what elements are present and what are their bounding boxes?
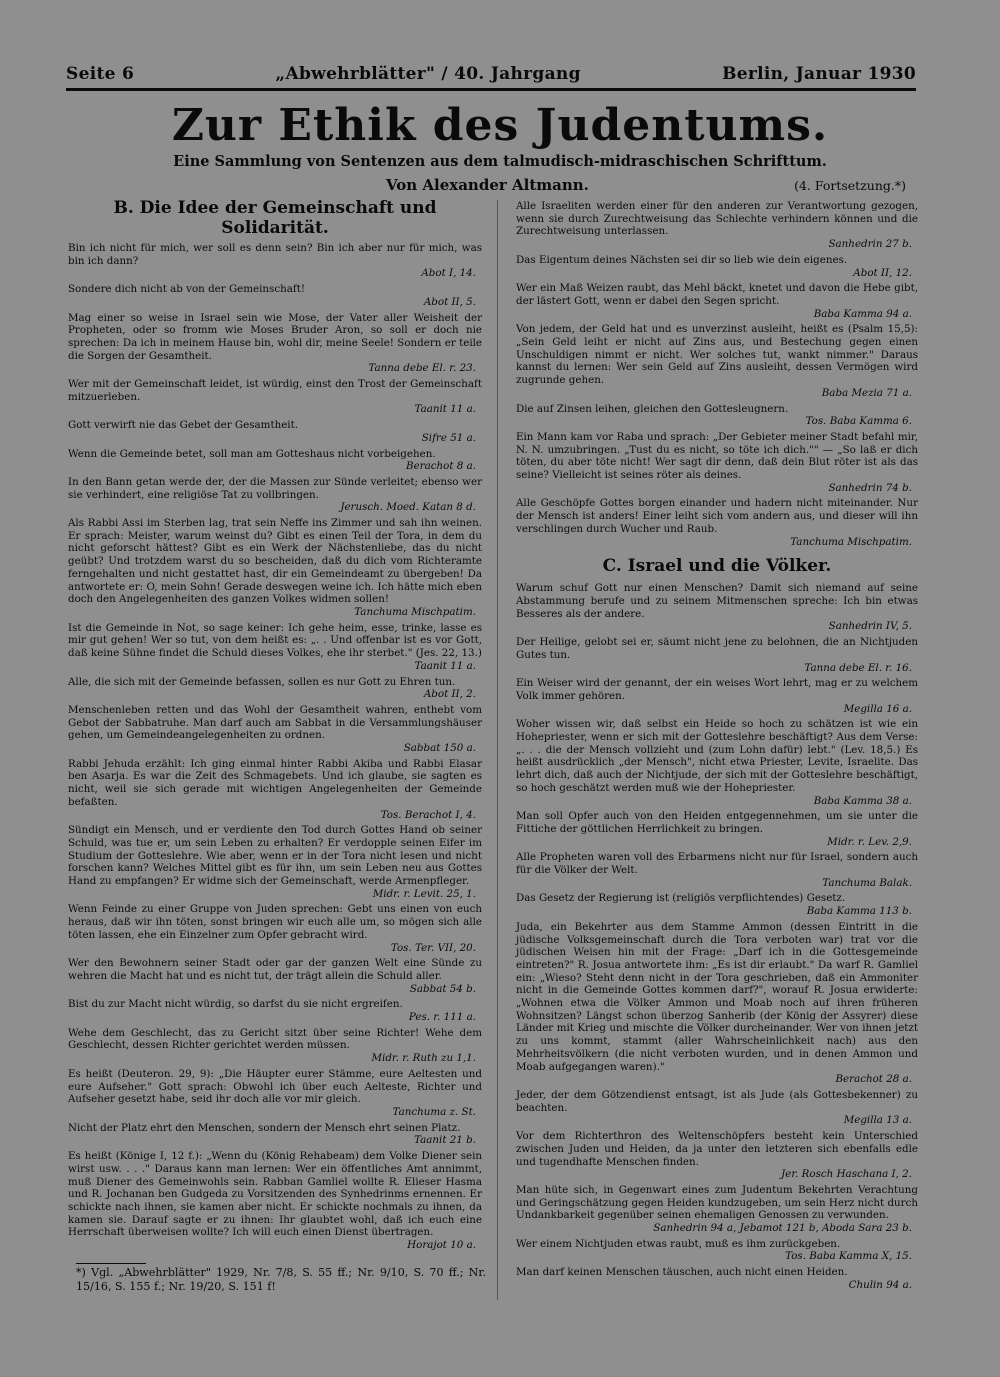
sentence-entry	[68, 378, 482, 416]
sentence-entry	[516, 323, 918, 399]
sentence-entry	[68, 998, 482, 1023]
entry-source: Midr. r. Lev. 2,9.	[827, 835, 912, 848]
entry-source: Taanit 11 a.	[414, 403, 476, 416]
entry-source: Sifre 51 a.	[421, 431, 476, 444]
continuation-note: (4. Fortsetzung.*)	[794, 178, 906, 193]
entry-source: Midr. r. Ruth zu 1,1.	[371, 1052, 476, 1065]
entry-text: Ein Weiser wird der genannt, der ein weises Wort lehrt, mag er zu welchem Volk immer gehören.	[516, 677, 918, 702]
sentence-entry	[516, 1266, 918, 1291]
sentence-entry	[68, 476, 482, 514]
entry-text: Nicht der Platz ehrt den Menschen, sondern der Mensch ehrt seinen Platz.	[68, 1121, 461, 1134]
entry-source: Berachot 28 a.	[835, 1073, 912, 1086]
right-column	[516, 200, 918, 1295]
entry-source: Tanchuma Mischpatim.	[354, 605, 476, 618]
sentence-entry	[516, 892, 918, 917]
sentence-entry	[516, 1238, 918, 1263]
entry-text: Wer mit der Gemeinschaft leidet, ist würdig, einst den Trost der Gemeinschaft mitzuerleben.	[68, 378, 482, 403]
entry-source: Tos. Baba Kamma 6.	[805, 415, 912, 428]
entry-source: Sabbat 150 a.	[403, 742, 476, 755]
entry-text: Juda, ein Bekehrter aus dem Stamme Ammon (dessen Eintritt in die jüdische Volksgemeinschaft durch die Tora verboten war) trat vor die jüdischen Weisen hin mit der Frage: „Darf ich in die Gottesgemeinde eintreten?" R. Josua antwortete ihm: „Es ist dir erlaubt." Da warf R. Gamliel ein: „Wieso? Steht denn nicht in der Tora geschrieben, daß ein Ammoniter nicht in die Gemeinde Gottes kommen darf?", worauf R. Josua erwiderte: „Wohnen etwa die Völker Ammon und Moab noch auf ihren früheren Wohnsitzen? Längst schon überzog Sanherib (der König der Assyrer) diese Länder mit Krieg und mischte die Völker durcheinander. Wer von ihnen jetzt zu uns kommt, stammt (aller Wahrscheinlichkeit nach) aus den Mehrheitsvölkern (die nicht verboten wurden, und in denen Ammon und Moab aufgegangen waren)."	[516, 920, 918, 1073]
entry-text: Wenn die Gemeinde betet, soll man am Gotteshaus nicht vorbeigehen.	[68, 447, 436, 460]
right-entries-a	[516, 200, 918, 548]
entry-text: Man darf keinen Menschen täuschen, auch nicht einen Heiden.	[516, 1266, 848, 1279]
entry-source: Tos. Berachot I, 4.	[380, 808, 476, 821]
entry-source: Taanit 21 b.	[414, 1134, 476, 1147]
section-heading-b: B. Die Idee der Gemeinschaft und Solidarität.	[113, 198, 437, 238]
entry-text: Vor dem Richterthron des Weltenschöpfers besteht kein Unterschied zwischen Juden und Heiden, da ja unter den letzteren sich ebenfalls edle und tugendhafte Menschen finden.	[516, 1130, 918, 1168]
sentence-entry	[516, 677, 918, 715]
entry-text: Wer den Bewohnern seiner Stadt oder gar der ganzen Welt eine Sünde zu wehren die Macht hat und es nicht tut, der trägt allein die Schuld aller.	[68, 957, 482, 982]
sentence-entry	[516, 282, 918, 320]
entry-source: Tanna debe El. r. 16.	[804, 661, 912, 674]
entry-source: Abot II, 2.	[423, 688, 476, 701]
sentence-entry	[68, 242, 482, 280]
entry-text: In den Bann getan werde der, der die Massen zur Sünde verleitet; ebenso wer sie verhindert, eine religiöse Tat zu vollbringen.	[68, 475, 482, 501]
entry-text: Mag einer so weise in Israel sein wie Mose, der Vater aller Weisheit der Propheten, oder so fromm wie Moses Bruder Aron, so soll er doch nie sprechen: Da ich in meinem Hause bin, wohl dir, meine Seele! Sondern er teile die Sorgen der Gesamtheit.	[68, 311, 482, 362]
entry-source: Abot I, 14.	[421, 267, 476, 280]
entry-source: Tanna debe El. r. 23.	[368, 362, 476, 375]
article-subtitle: Eine Sammlung von Sentenzen aus dem talmudisch-midraschischen Schrifttum.	[173, 153, 827, 170]
entry-text: Als Rabbi Assi im Sterben lag, trat sein Neffe ins Zimmer und sah ihn weinen. Er sprach: Meister, warum weinst du? Gibt es einen Teil der Tora, in dem du nicht geforscht hättest? Gibt es ein Werk der Nächstenliebe, das du nicht geübt? Und trotzdem warst du so bescheiden, daß du dich vom Richteramte ferngehalten und nicht gestattet hast, dir ein Gemeindeamt zu übergeben! Da antwortete er: O, mein Sohn! Gerade deswegen weine ich. Ich hätte mich eben doch den Angelegenheiten des ganzen Volkes widmen sollen!	[68, 517, 482, 606]
sentence-entry	[68, 448, 482, 473]
entry-text: Das Eigentum deines Nächsten sei dir so lieb wie dein eigenes.	[516, 253, 848, 266]
entry-source: Sabbat 54 b.	[409, 982, 476, 995]
sentence-entry	[516, 582, 918, 633]
entry-text: Von jedem, der Geld hat und es unverzinst ausleiht, heißt es (Psalm 15,5): „Sein Geld leiht er nicht auf Zins aus, und Bestechung gegen einen Unschuldigen nimmt er nicht. Wer solches tut, wankt nimmer." Daraus kannst du lernen: Wer sein Geld auf Zins ausleiht, dessen Vermögen wird zugrunde gehen.	[516, 323, 918, 387]
entry-text: Wer ein Maß Weizen raubt, das Mehl bäckt, knetet und davon die Hebe gibt, der lästert Gott, wenn er dabei den Segen spricht.	[516, 282, 918, 307]
entry-text: Wer einem Nichtjuden etwas raubt, muß es ihm zurückgeben.	[516, 1237, 841, 1250]
sentence-entry	[68, 824, 482, 900]
sentence-entry	[68, 312, 482, 376]
sentence-entry	[516, 718, 918, 807]
sentence-entry	[516, 1089, 918, 1127]
sentence-entry	[516, 431, 918, 495]
left-entries	[68, 242, 482, 1252]
left-column	[68, 196, 482, 1255]
entry-text: Woher wissen wir, daß selbst ein Heide so hoch zu schätzen ist wie ein Hohepriester, wenn er sich mit der Gotteslehre beschäftigt? Aus dem Verse: „. . . die der Mensch vollzieht und (zum Lohn dafür) lebt." (Lev. 18,5.) Es heißt ausdrücklich „der Mensch", nicht etwa Priester, Levite, Israelite. Das lehrt dich, daß auch der Nichtjude, der sich mit der Gotteslehre beschäftigt, so hoch geschätzt werden muß wie der Hohepriester.	[516, 718, 918, 794]
entry-text: Bin ich nicht für mich, wer soll es denn sein? Bin ich aber nur für mich, was bin ich dann?	[68, 242, 482, 267]
entry-text: Alle, die sich mit der Gemeinde befassen, sollen es nur Gott zu Ehren tun.	[68, 675, 456, 688]
sentence-entry	[68, 517, 482, 619]
entry-text: Alle Israeliten werden einer für den anderen zur Verantwortung gezogen, wenn sie durch Zurechtweisung das Schlechte verhindern können und die Zurechtweisung unterlassen.	[516, 200, 918, 238]
sentence-entry	[68, 704, 482, 755]
sentence-entry	[68, 1068, 482, 1119]
entry-source: Megilla 16 a.	[843, 702, 912, 715]
sentence-entry	[68, 758, 482, 822]
sentence-entry	[516, 810, 918, 848]
entry-text: Die auf Zinsen leihen, gleichen den Gottesleugnern.	[516, 402, 789, 415]
entry-source: Pes. r. 111 a.	[408, 1011, 476, 1024]
sentence-entry	[516, 636, 918, 674]
entry-source: Tos. Ter. VII, 20.	[390, 941, 476, 954]
entry-source: Berachot 8 a.	[406, 460, 476, 473]
entry-source: Megilla 13 a.	[843, 1114, 912, 1127]
entry-source: Baba Kamma 113 b.	[806, 905, 912, 918]
article-byline: Von Alexander Altmann.	[386, 176, 589, 194]
page-header	[66, 64, 916, 86]
sentence-entry	[516, 200, 918, 251]
sentence-entry	[68, 903, 482, 954]
entry-text: Gott verwirft nie das Gebet der Gesamtheit.	[68, 419, 299, 432]
entry-text: Jeder, der dem Götzendienst entsagt, ist als Jude (als Gottesbekenner) zu beachten.	[516, 1089, 918, 1114]
section-heading-c: C. Israel und die Völker.	[602, 556, 832, 577]
footnote-rule	[76, 1263, 146, 1264]
entry-text: Das Gesetz der Regierung ist (religiös verpflichtendes) Gesetz.	[516, 892, 846, 905]
entry-source: Tanchuma z. St.	[392, 1106, 476, 1118]
entry-text: Man soll Opfer auch von den Heiden entgegennehmen, um sie unter die Fittiche der göttlichen Herrlichkeit zu bringen.	[516, 810, 918, 835]
entry-source: Tanchuma Mischpatim.	[790, 535, 912, 548]
entry-text: Der Heilige, gelobt sei er, säumt nicht jene zu belohnen, die an Nichtjuden Gutes tun.	[516, 636, 918, 661]
entry-text: Es heißt (Deuteron. 29, 9): „Die Häupter eurer Stämme, eure Aeltesten und eure Aufseher." Gott sprach: Obwohl ich über euch Aelteste, Richter und Aufseher gesetzt habe, seid ihr doch alle vor mir gleich.	[68, 1067, 482, 1106]
entry-source: Baba Mezia 71 a.	[821, 386, 912, 399]
sentence-entry	[68, 283, 482, 308]
entry-source: Chulin 94 a.	[848, 1278, 912, 1291]
place-date: Berlin, Januar 1930	[722, 64, 916, 84]
sentence-entry	[68, 1027, 482, 1065]
entry-text: Sündigt ein Mensch, und er verdiente den Tod durch Gottes Hand ob seiner Schuld, was tue er, um sein Leben zu erhalten? Er verdopple seinen Eifer im Studium der Gotteslehre. Wie aber, wenn er in der Tora nicht lesen und nicht forschen kann? Welches Mittel gibt es für ihn, um sein Leben neu aus Gottes Hand zu empfangen? Er widme sich der Gemeinschaft, werde Armenpfleger.	[68, 824, 482, 888]
entry-text: Bist du zur Macht nicht würdig, so darfst du sie nicht ergreifen.	[68, 998, 403, 1011]
sentence-entry	[68, 676, 482, 701]
sentence-entry	[68, 419, 482, 444]
entry-source: Sanhedrin IV, 5.	[828, 620, 912, 633]
entry-source: Midr. r. Levit. 25, 1.	[372, 887, 476, 900]
entry-source: Baba Kamma 94 a.	[813, 307, 912, 320]
entry-source: Baba Kamma 38 a.	[813, 794, 912, 807]
entry-source: Abot II, 5.	[423, 295, 476, 308]
entry-text: Es heißt (Könige I, 12 f.): „Wenn du (König Rehabeam) dem Volke Diener sein wirst usw. . . ." Daraus kann man lernen: Wer ein öffentliches Amt annimmt, muß Diener des Gemeinwohls sein. Rabban Gamliel wollte R. Elieser Hasma und R. Jochanan ben Gudgeda zu Vorsitzenden des Synhedrinms ernennen. Er schickte nach ihnen, sie kamen aber nicht. Er schickte nochmals zu ihnen, da kamen sie. Darauf sagte er zu ihnen: Ihr glaubtet wohl, daß ich euch eine Herrschaft überweisen wollte? Ich will euch einen Dienst übertragen.	[68, 1150, 482, 1239]
sentence-entry	[516, 254, 918, 279]
entry-text: Menschenleben retten und das Wohl der Gesamtheit wahren, enthebt vom Gebot der Sabbatruhe. Man darf auch am Sabbat in die Versammlungshäuser gehen, um Gemeindeangelegenheiten zu ordnen.	[68, 703, 482, 742]
sentence-entry	[516, 497, 918, 548]
entry-source: Taanit 11 a.	[414, 659, 476, 672]
entry-text: Alle Geschöpfe Gottes borgen einander und hadern nicht miteinander. Nur der Mensch ist anders! Einer leiht sich vom andern aus, und dieser will ihn verschlingen durch Wucher und Raub.	[516, 497, 918, 535]
journal-info: „Abwehrblätter" / 40. Jahrgang	[275, 64, 581, 84]
entry-text: Rabbi Jehuda erzählt: Ich ging einmal hinter Rabbi Akiba und Rabbi Elasar ben Asarja. Es war die Zeit des Schmagebets. Und ich glaube, sie sagten es nicht, weil sie sich gerade mit wichtigen Angelegenheiten der Gemeinde befaßten.	[68, 757, 482, 808]
entry-source: Tos. Baba Kamma X, 15.	[785, 1250, 912, 1263]
entry-source: Abot II, 12.	[853, 266, 912, 279]
footnote: *) Vgl. „Abwehrblätter" 1929, Nr. 7/8, S. 55 ff.; Nr. 9/10, S. 70 ff.; Nr. 15/16, S. 155 f.; Nr. 19/20, S. 151 f!	[76, 1266, 486, 1293]
sentence-entry	[516, 1130, 918, 1181]
sentence-entry	[516, 921, 918, 1086]
entry-source: Sanhedrin 94 a, Jebamot 121 b, Aboda Sara 23 b.	[653, 1222, 912, 1235]
header-rule	[66, 88, 916, 91]
right-entries-b	[516, 582, 918, 1291]
entry-source: Jerusch. Moed. Katan 8 d.	[340, 501, 476, 514]
entry-text: Wehe dem Geschlecht, das zu Gericht sitzt über seine Richter! Wehe dem Geschlecht, dessen Richter gerichtet werden müssen.	[68, 1026, 482, 1052]
entry-text: Man hüte sich, in Gegenwart eines zum Judentum Bekehrten Verachtung und Geringschätzung gegen Heiden kundzugeben, um sein Herz nicht durch Undankbarkeit gegenüber seinen ehemaligen Genossen zu verwunden.	[516, 1183, 918, 1222]
article-title: Zur Ethik des Judentums.	[171, 100, 829, 151]
sentence-entry	[516, 403, 918, 428]
sentence-entry	[516, 851, 918, 889]
sentence-entry	[68, 1122, 482, 1147]
entry-source: Sanhedrin 74 b.	[828, 481, 912, 494]
entry-source: Sanhedrin 27 b.	[828, 238, 912, 251]
entry-source: Tanchuma Balak.	[822, 876, 912, 889]
sentence-entry	[516, 1184, 918, 1235]
entry-text: Alle Propheten waren voll des Erbarmens nicht nur für Israel, sondern auch für die Völker der Welt.	[516, 851, 918, 877]
sentence-entry	[68, 622, 482, 673]
entry-source: Jer. Rosch Haschana I, 2.	[781, 1168, 912, 1181]
entry-source: Horajot 10 a.	[407, 1239, 476, 1252]
column-divider	[497, 200, 498, 1300]
sentence-entry	[68, 1150, 482, 1252]
sentence-entry	[68, 957, 482, 995]
entry-text: Wenn Feinde zu einer Gruppe von Juden sprechen: Gebt uns einen von euch heraus, daß wir ihn töten, sonst bringen wir euch alle um, so mögen sich alle töten lassen, ehe ein Einzelner zum Opfer gebracht wird.	[68, 903, 482, 941]
entry-text: Warum schuf Gott nur einen Menschen? Damit sich niemand auf seine Abstammung berufe und zu seinem Mitmenschen spreche: Ich bin etwas Besseres als der andere.	[516, 582, 918, 620]
entry-text: Ist die Gemeinde in Not, so sage keiner: Ich gehe heim, esse, trinke, lasse es mir gut gehen! Wer so tut, von dem heißt es: „. . Und offenbar ist es vor Gott, daß keine Sühne findet die Schuld dieses Volkes, ehe ihr sterbet." (Jes. 22, 13.)	[68, 621, 482, 660]
page-number: Seite 6	[66, 64, 135, 84]
entry-text: Ein Mann kam vor Raba und sprach: „Der Gebieter meiner Stadt befahl mir, N. N. umzubringen. „Tust du es nicht, so töte ich dich."" — „So laß er dich töten, du aber töte nicht! Wer sagt dir denn, daß dein Blut röter ist als das seine? Vielleicht ist seines röter als deines.	[516, 430, 918, 482]
entry-text: Sondere dich nicht ab von der Gemeinschaft!	[68, 283, 305, 296]
